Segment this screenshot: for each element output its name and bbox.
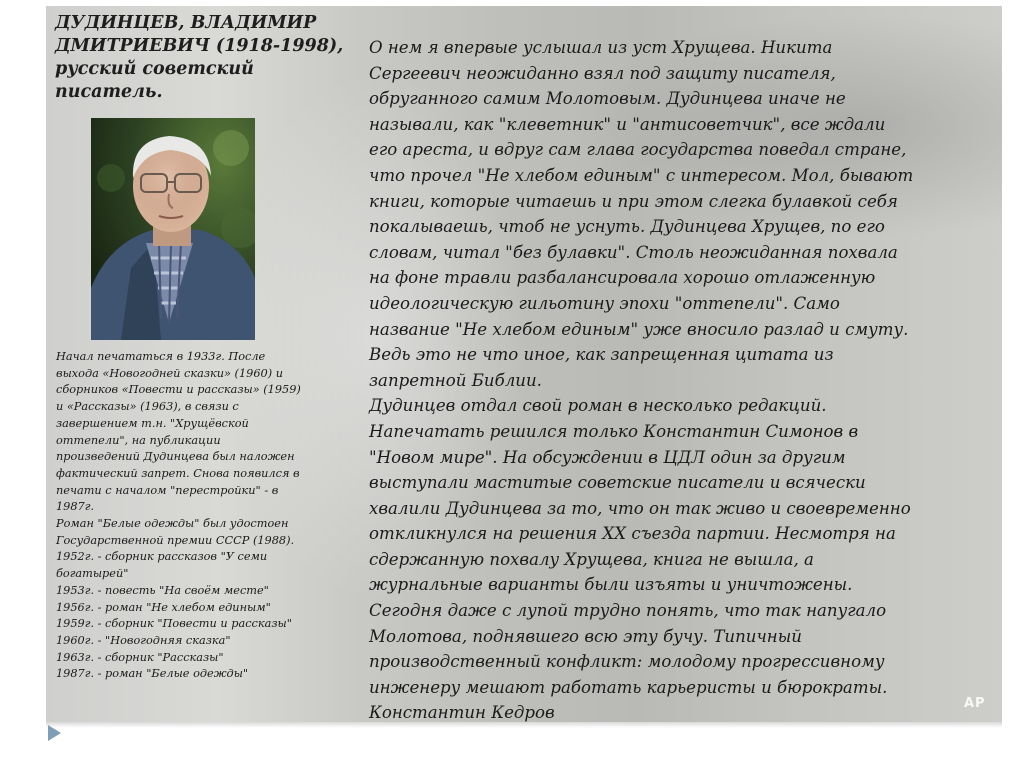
main-line: выступали маститые советские писатели и всячески bbox=[369, 473, 866, 493]
bio-line: 1987г. bbox=[56, 500, 95, 514]
main-line: инженеру мешают работать карьеристы и бюрократы. bbox=[369, 677, 888, 697]
bio-line: 1960г. - "Новогодняя сказка" bbox=[56, 633, 231, 647]
slide-shadow bbox=[46, 722, 1002, 728]
bio-line: завершением т.н. "Хрущёвской bbox=[56, 416, 249, 430]
main-line: Сергеевич неожиданно взял под защиту писателя, bbox=[369, 63, 836, 83]
bio-line: сборников «Повести и рассказы» (1959) bbox=[56, 383, 301, 397]
main-line: Дудинцев отдал свой роман в несколько редакций. bbox=[369, 396, 827, 416]
main-line: название "Не хлебом единым" уже вносило разлад и смуту. bbox=[369, 319, 909, 339]
main-line: словам, читал "без булавки". Столь неожиданная похвала bbox=[369, 242, 898, 262]
slide bbox=[46, 6, 1002, 722]
main-line: что прочел "Не хлебом единым" с интересом. Мол, бывают bbox=[369, 165, 914, 185]
title-line: писатель. bbox=[55, 82, 163, 102]
main-line: книги, которые читаешь и при этом слегка булавкой себя bbox=[369, 191, 898, 211]
main-line: журнальные варианты были изъяты и уничтожены. bbox=[369, 575, 853, 595]
bio-line: 1956г. - роман "Не хлебом единым" bbox=[56, 600, 271, 614]
main-line: производственный конфликт: молодому прогрессивному bbox=[369, 652, 885, 672]
bio-line: Начал печататься в 1933г. После bbox=[56, 350, 266, 363]
title-line: русский советский bbox=[55, 59, 254, 79]
main-line: Напечатать решился только Константин Симонов в bbox=[369, 421, 859, 441]
main-line: "Новом мире". На обсуждении в ЦДЛ один за другим bbox=[369, 447, 846, 467]
author-portrait bbox=[91, 118, 255, 340]
bio-line: богатырей" bbox=[56, 567, 129, 581]
bio-line: 1987г. - роман "Белые одежды" bbox=[56, 667, 249, 681]
main-line: сдержанную похвалу Хрущева, книга не вышла, а bbox=[369, 549, 814, 569]
main-line: хвалили Дудинцева за то, что он так живо и своевременно bbox=[369, 498, 911, 518]
slide-title bbox=[55, 12, 344, 104]
bio-line: выхода «Новогодней сказки» (1960) и bbox=[56, 366, 283, 380]
main-line: идеологическую гильотину эпохи "оттепели". Само bbox=[369, 293, 840, 313]
next-slide-arrow-icon[interactable] bbox=[48, 725, 61, 741]
main-line: покалываешь, чтоб не уснуть. Дудинцева Хрущев, по его bbox=[369, 217, 885, 237]
bio-line: 1952г. - сборник рассказов "У семи bbox=[56, 550, 268, 564]
bio-line: фактический запрет. Снова появился в bbox=[56, 466, 300, 480]
bio-line: 1963г. - сборник "Рассказы" bbox=[56, 650, 224, 664]
bio-line: 1953г. - повесть "На своём месте" bbox=[56, 583, 269, 597]
title-line: ДУДИНЦЕВ, ВЛАДИМИР bbox=[55, 13, 317, 33]
main-line: обруганного самим Молотовым. Дудинцева иначе не bbox=[369, 89, 846, 109]
main-text bbox=[369, 35, 994, 722]
main-line: откликнулся на решения XX съезда партии. Несмотря на bbox=[369, 524, 896, 544]
biography-text bbox=[56, 349, 366, 683]
bio-line: оттепели", на публикации bbox=[56, 433, 221, 447]
main-line: Ведь это не что иное, как запрещенная цитата из bbox=[369, 345, 834, 365]
title-line: ДМИТРИЕВИЧ (1918-1998), bbox=[55, 36, 344, 56]
main-line: его ареста, и вдруг сам глава государства поведал стране, bbox=[369, 140, 907, 160]
portrait-photo bbox=[91, 118, 255, 340]
bio-line: Государственной премии СССР (1988). bbox=[56, 533, 295, 547]
main-line: называли, как "клеветник" и "антисоветчик", все ждали bbox=[369, 114, 886, 134]
bio-line: произведений Дудинцева был наложен bbox=[56, 450, 295, 464]
main-line: Сегодня даже с лупой трудно понять, что так напугало bbox=[369, 601, 887, 621]
main-line: Молотова, поднявшего всю эту бучу. Типичный bbox=[369, 626, 802, 646]
bio-line: 1959г. - сборник "Повести и рассказы" bbox=[56, 617, 292, 631]
main-line: запретной Библии. bbox=[369, 370, 542, 390]
main-line: Константин Кедров bbox=[369, 703, 555, 722]
bio-line: печати с началом "перестройки" - в bbox=[56, 483, 279, 497]
main-line: на фоне травли разбалансировала хорошо отлаженную bbox=[369, 268, 876, 288]
main-line: О нем я впервые услышал из уст Хрущева. Никита bbox=[369, 38, 833, 57]
watermark-logo: AP bbox=[964, 696, 986, 711]
bio-line: Роман "Белые одежды" был удостоен bbox=[56, 517, 289, 531]
bio-line: и «Рассказы» (1963), в связи с bbox=[56, 400, 239, 414]
